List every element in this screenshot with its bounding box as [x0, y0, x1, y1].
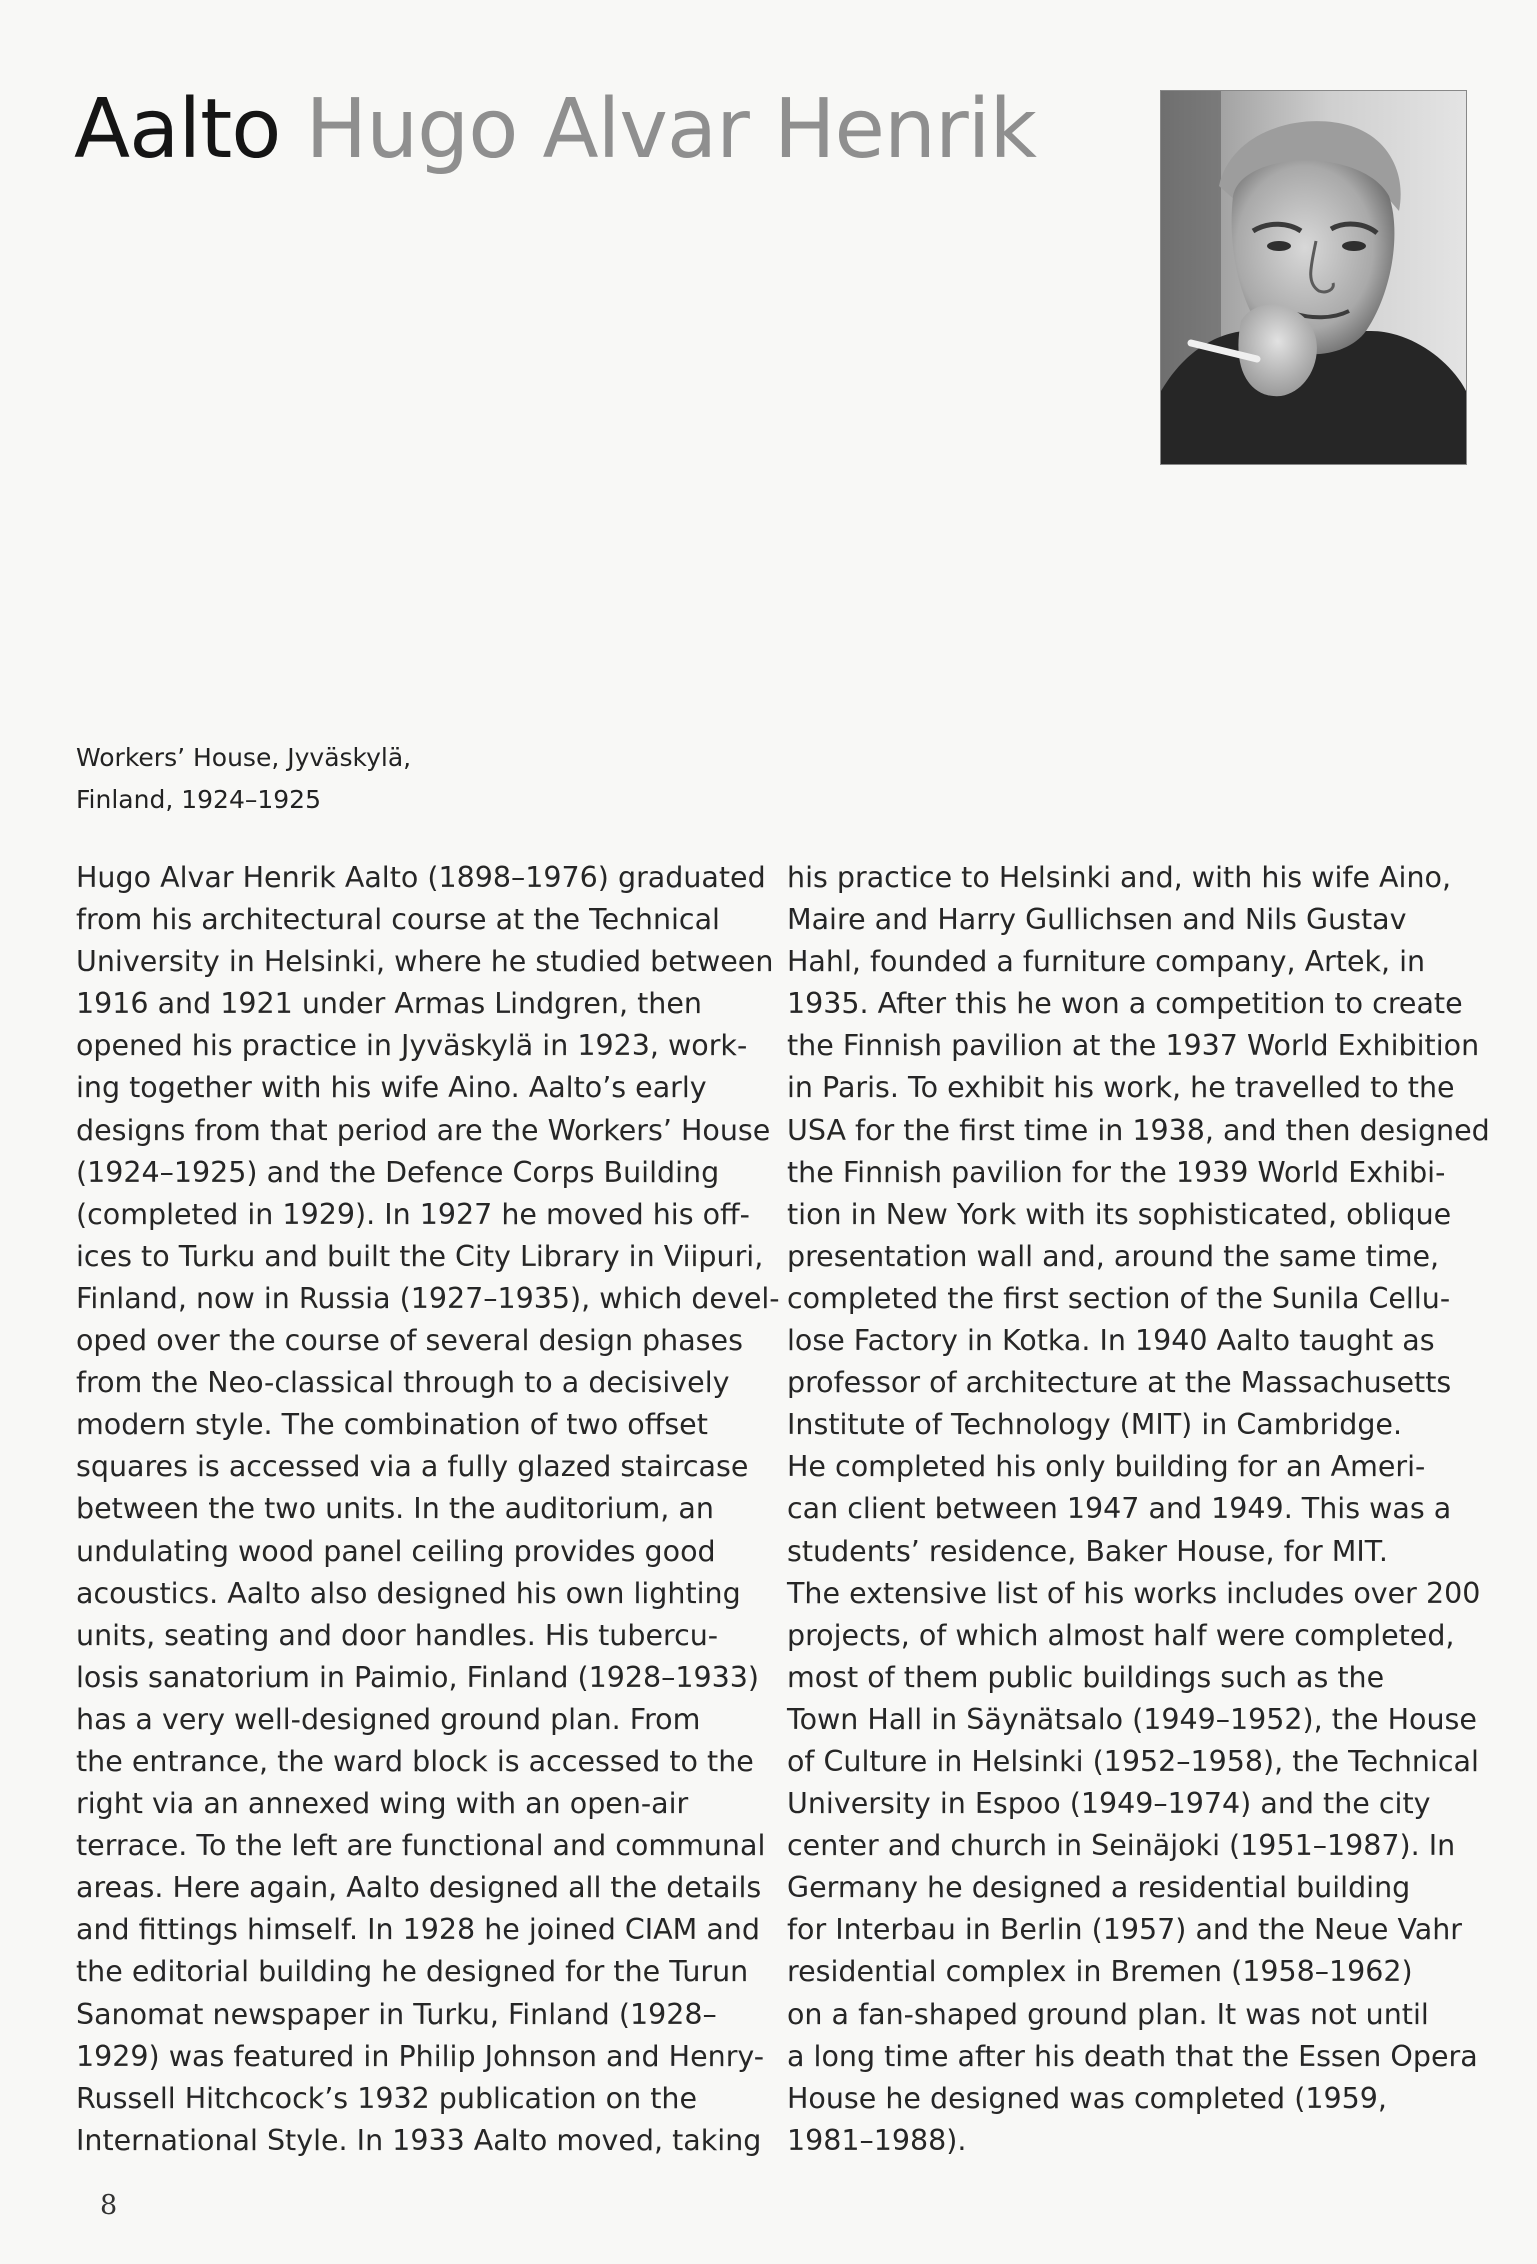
- text-line: opened his practice in Jyväskylä in 1923, work-: [76, 1029, 748, 1063]
- text-line: in Paris. To exhibit his work, he travelled to the: [787, 1071, 1455, 1105]
- text-line: for Interbau in Berlin (1957) and the Neue Vahr: [787, 1913, 1462, 1947]
- text-line: He completed his only building for an Ameri-: [787, 1450, 1426, 1484]
- caption-line: Workers’ House, Jyväskylä,: [76, 743, 412, 772]
- text-line: undulating wood panel ceiling provides good: [76, 1534, 716, 1568]
- portrait-illustration: [1161, 91, 1466, 464]
- text-line: center and church in Seinäjoki (1951–1987). In: [787, 1829, 1456, 1863]
- body-text-right-column: [787, 857, 1490, 2162]
- text-line: 1929) was featured in Philip Johnson and Henry-: [76, 2039, 765, 2073]
- text-line: terrace. To the left are functional and communal: [76, 1829, 766, 1863]
- text-line: the editorial building he designed for the Turun: [76, 1955, 749, 1989]
- text-line: can client between 1947 and 1949. This was a: [787, 1492, 1452, 1526]
- text-line: squares is accessed via a fully glazed staircase: [76, 1450, 749, 1484]
- text-line: a long time after his death that the Essen Opera: [787, 2039, 1478, 2073]
- text-line: residential complex in Bremen (1958–1962): [787, 1955, 1413, 1989]
- text-line: designs from that period are the Workers’ House: [76, 1113, 771, 1147]
- text-line: areas. Here again, Aalto designed all the details: [76, 1871, 762, 1905]
- text-line: 1916 and 1921 under Armas Lindgren, then: [76, 987, 702, 1021]
- text-line: tion in New York with its sophisticated, oblique: [787, 1197, 1452, 1231]
- text-line: presentation wall and, around the same time,: [787, 1239, 1440, 1273]
- text-line: of Culture in Helsinki (1952–1958), the Technical: [787, 1744, 1479, 1778]
- text-line: Sanomat newspaper in Turku, Finland (1928–: [76, 1997, 717, 2031]
- text-line: on a fan-shaped ground plan. It was not until: [787, 1997, 1429, 2031]
- text-line: units, seating and door handles. His tubercu-: [76, 1618, 719, 1652]
- text-line: House he designed was completed (1959,: [787, 2081, 1387, 2115]
- text-line: completed the first section of the Sunila Cellu-: [787, 1281, 1451, 1315]
- text-line: his practice to Helsinki and, with his wife Aino,: [787, 861, 1452, 894]
- text-line: Russell Hitchcock’s 1932 publication on the: [76, 2081, 698, 2115]
- text-line: ing together with his wife Aino. Aalto’s early: [76, 1071, 707, 1105]
- text-line: Hugo Alvar Henrik Aalto (1898–1976) graduated: [76, 861, 766, 894]
- page-title: [74, 80, 1036, 180]
- text-line: projects, of which almost half were completed,: [787, 1618, 1455, 1652]
- text-line: USA for the first time in 1938, and then designed: [787, 1113, 1490, 1147]
- text-line: ices to Turku and built the City Library in Viipuri,: [76, 1239, 764, 1273]
- text-line: 1981–1988).: [787, 2123, 967, 2157]
- text-line: (completed in 1929). In 1927 he moved his off-: [76, 1197, 750, 1231]
- text-line: University in Helsinki, where he studied between: [76, 945, 774, 979]
- text-line: has a very well-designed ground plan. From: [76, 1702, 701, 1736]
- text-line: professor of architecture at the Massachusetts: [787, 1366, 1452, 1400]
- text-line: the Finnish pavilion at the 1937 World Exhibition: [787, 1029, 1480, 1063]
- text-line: 1935. After this he won a competition to create: [787, 987, 1463, 1021]
- photo-caption: [76, 737, 411, 821]
- text-line: Maire and Harry Gullichsen and Nils Gustav: [787, 903, 1407, 937]
- text-line: Finland, now in Russia (1927–1935), which devel-: [76, 1281, 780, 1315]
- text-line: lose Factory in Kotka. In 1940 Aalto taught as: [787, 1324, 1435, 1358]
- text-line: from the Neo-classical through to a decisively: [76, 1366, 730, 1400]
- text-line: University in Espoo (1949–1974) and the city: [787, 1787, 1431, 1821]
- caption-line: Finland, 1924–1925: [76, 785, 321, 814]
- text-line: Town Hall in Säynätsalo (1949–1952), the House: [787, 1702, 1477, 1736]
- title-given-names: Hugo Alvar Henrik: [305, 82, 1036, 177]
- text-line: right via an annexed wing with an open-air: [76, 1787, 689, 1821]
- title-surname: Aalto: [74, 82, 281, 177]
- text-line: Germany he designed a residential building: [787, 1871, 1411, 1905]
- text-line: from his architectural course at the Technical: [76, 903, 720, 937]
- text-line: Institute of Technology (MIT) in Cambridge.: [787, 1408, 1403, 1442]
- text-line: Hahl, founded a furniture company, Artek, in: [787, 945, 1426, 979]
- text-line: (1924–1925) and the Defence Corps Building: [76, 1155, 720, 1189]
- text-line: modern style. The combination of two offset: [76, 1408, 708, 1442]
- text-line: between the two units. In the auditorium, an: [76, 1492, 714, 1526]
- text-line: the Finnish pavilion for the 1939 World Exhibi-: [787, 1155, 1446, 1189]
- text-line: oped over the course of several design phases: [76, 1324, 743, 1358]
- text-line: losis sanatorium in Paimio, Finland (1928–1933): [76, 1660, 760, 1694]
- portrait-photo: [1160, 90, 1467, 465]
- text-line: the entrance, the ward block is accessed to the: [76, 1744, 754, 1778]
- text-line: acoustics. Aalto also designed his own lighting: [76, 1576, 741, 1610]
- text-line: most of them public buildings such as the: [787, 1660, 1385, 1694]
- body-text-left-column: [76, 857, 780, 2162]
- text-line: students’ residence, Baker House, for MIT.: [787, 1534, 1388, 1568]
- page-number: 8: [100, 2190, 118, 2221]
- text-line: and fittings himself. In 1928 he joined CIAM and: [76, 1913, 760, 1947]
- text-line: International Style. In 1933 Aalto moved, taking: [76, 2123, 762, 2157]
- text-line: The extensive list of his works includes over 200: [787, 1576, 1481, 1610]
